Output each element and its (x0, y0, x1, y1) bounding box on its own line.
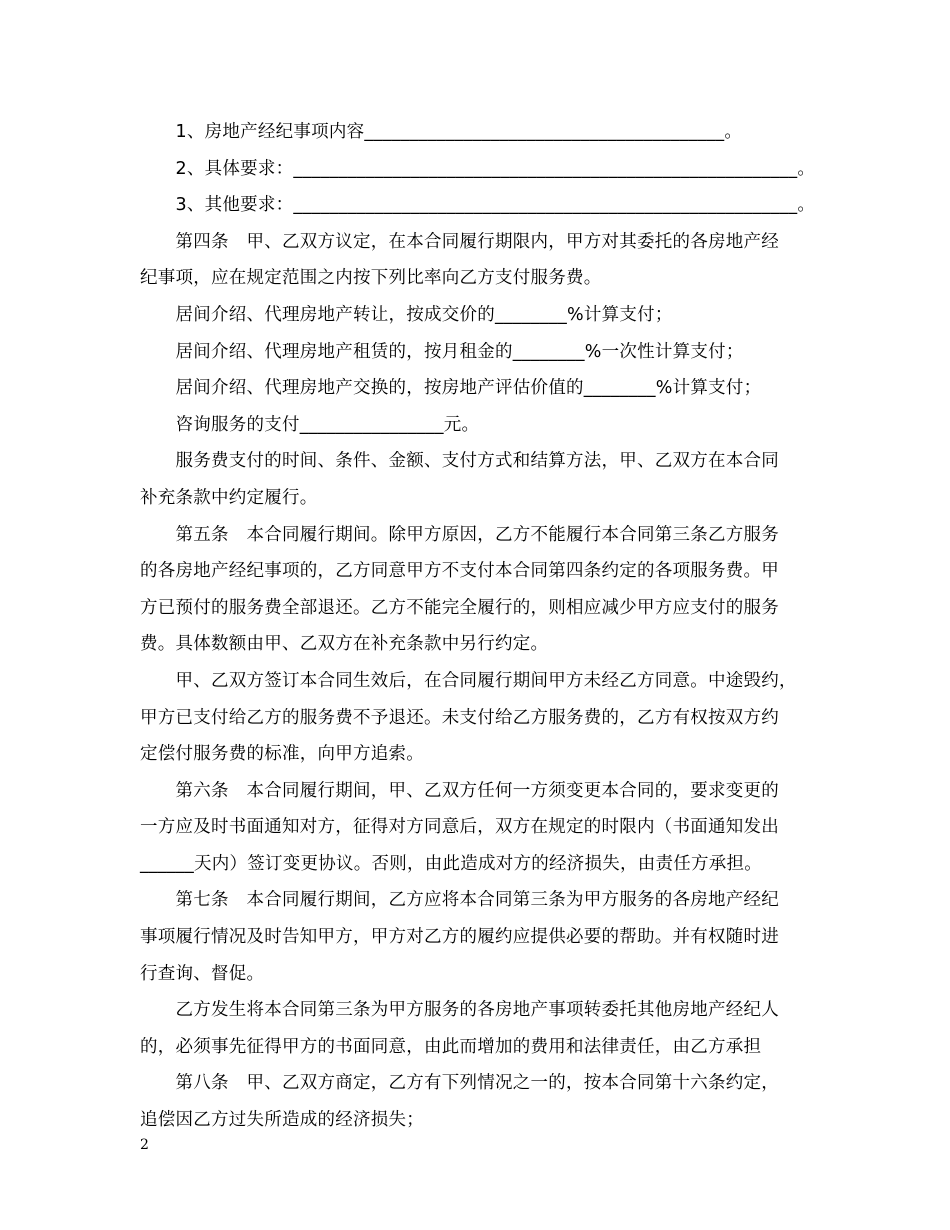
text-line: 3、其他要求：________________________________________________________。 (140, 195, 816, 216)
text-line: 居间介绍、代理房地产租赁的，按月租金的________%一次性计算支付； (140, 341, 744, 362)
text-line: 2、具体要求：________________________________________________________。 (140, 158, 816, 179)
text-line: 服务费支付的时间、条件、金额、支付方式和结算方法，甲、乙双方在本合同 (140, 451, 779, 472)
text-line: 纪事项，应在规定范围之内按下列比率向乙方支付服务费。 (140, 268, 602, 289)
text-line: 补充条款中约定履行。 (140, 487, 318, 508)
page-number: 2 (140, 1137, 149, 1153)
text-line: 第五条 本合同履行期间。除甲方原因，乙方不能履行本合同第三条乙方服务 (140, 524, 779, 545)
text-line: 第八条 甲、乙双方商定，乙方有下列情况之一的，按本合同第十六条约定， (140, 1073, 779, 1094)
text-line: 居间介绍、代理房地产交换的，按房地产评估价值的________%计算支付； (140, 378, 762, 399)
text-line: 居间介绍、代理房地产转让，按成交价的________%计算支付； (140, 304, 673, 325)
text-line: 乙方发生将本合同第三条为甲方服务的各房地产事项转委托其他房地产经纪人 (140, 1000, 779, 1021)
text-line: 一方应及时书面通知对方，征得对方同意后，双方在规定的时限内（书面通知发出 (140, 817, 779, 838)
text-line: ______天内）签订变更协议。否则，由此造成对方的经济损失，由责任方承担。 (140, 853, 762, 874)
text-line: 方已预付的服务费全部退还。乙方不能完全履行的，则相应减少甲方应支付的服务 (140, 597, 779, 618)
text-line: 咨询服务的支付________________元。 (140, 414, 480, 435)
text-line: 的，必须事先征得甲方的书面同意，由此而增加的费用和法律责任，由乙方承担 (140, 1036, 762, 1057)
text-line: 的各房地产经纪事项的，乙方同意甲方不支付本合同第四条约定的各项服务费。甲 (140, 561, 779, 582)
text-line: 第七条 本合同履行期间，乙方应将本合同第三条为甲方服务的各房地产经纪 (140, 890, 779, 911)
text-line: 甲方已支付给乙方的服务费不予退还。未支付给乙方服务费的，乙方有权按双方约 (140, 707, 779, 728)
text-line: 甲、乙双方签订本合同生效后，在合同履行期间甲方未经乙方同意。中途毁约， (140, 670, 797, 691)
text-line: 追偿因乙方过失所造成的经济损失； (140, 1110, 424, 1131)
text-line: 第六条 本合同履行期间，甲、乙双方任何一方须变更本合同的，要求变更的 (140, 780, 779, 801)
text-line: 行查询、督促。 (140, 963, 265, 984)
text-line: 事项履行情况及时告知甲方，甲方对乙方的履约应提供必要的帮助。并有权随时进 (140, 927, 779, 948)
text-line: 定偿付服务费的标准，向甲方追索。 (140, 744, 424, 765)
text-line: 费。具体数额由甲、乙双方在补充条款中另行约定。 (140, 634, 549, 655)
text-line: 第四条 甲、乙双方议定，在本合同履行期限内，甲方对其委托的各房地产经 (140, 231, 779, 252)
document-body (140, 117, 830, 1142)
text-line: 1、房地产经纪事项内容________________________________________。 (140, 122, 743, 142)
